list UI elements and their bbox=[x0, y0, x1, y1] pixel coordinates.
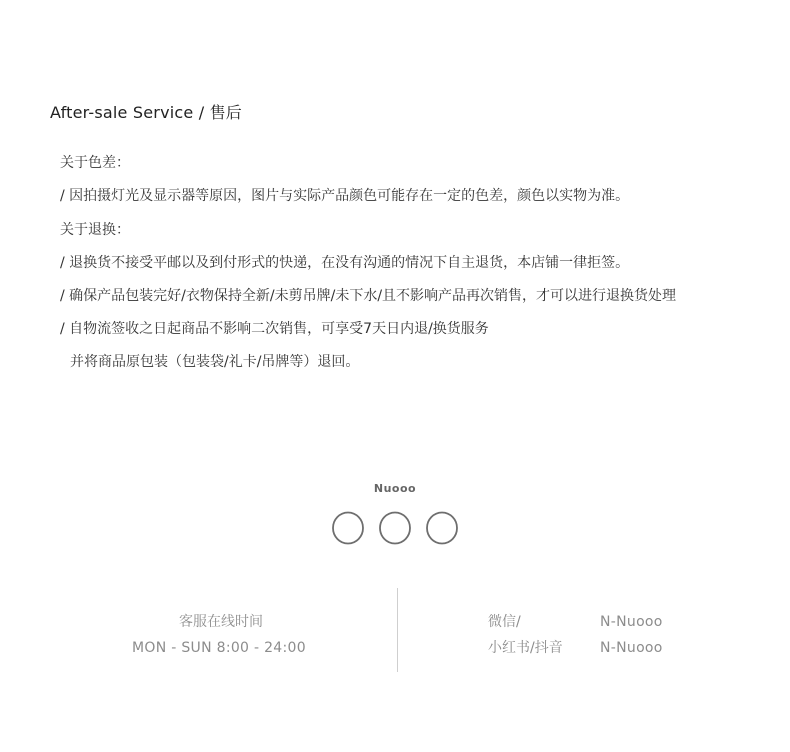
color-note: / 因拍摄灯光及显示器等原因，图片与实际产品颜色可能存在一定的色差，颜色以实物为准。 bbox=[60, 188, 630, 204]
return-rule: / 确保产品包装完好/衣物保持全新/未剪吊牌/未下水/且不影响产品再次销售，才可以进行退换货处理 bbox=[60, 288, 677, 304]
contact-value-wechat: N-Nuooo bbox=[600, 614, 663, 630]
contact-label-xiaohongshu-douyin: 小红书/抖音 bbox=[488, 640, 563, 656]
contact-label-wechat: 微信/ bbox=[488, 614, 521, 630]
color-heading: 关于色差： bbox=[60, 155, 130, 171]
service-hours-label: 客服在线时间 bbox=[179, 614, 263, 630]
return-rule: / 自物流签收之日起商品不影响二次销售，可享受7天日内退/换货服务 bbox=[60, 321, 489, 337]
footer-divider bbox=[397, 588, 398, 672]
return-rule: / 退换货不接受平邮以及到付形式的快递，在没有沟通的情况下自主退货，本店铺一律拒签。 bbox=[60, 255, 630, 271]
return-rule-continuation: 并将商品原包装（包装袋/礼卡/吊牌等）退回。 bbox=[70, 354, 360, 370]
service-hours-value: MON - SUN 8:00 - 24:00 bbox=[132, 640, 306, 656]
page-title: After-sale Service / 售后 bbox=[50, 103, 242, 122]
return-heading: 关于退换： bbox=[60, 222, 130, 238]
brand-name: Nuooo bbox=[373, 482, 417, 495]
contact-value-xiaohongshu-douyin: N-Nuooo bbox=[600, 640, 663, 656]
brand-logo-circles-icon bbox=[331, 508, 459, 548]
